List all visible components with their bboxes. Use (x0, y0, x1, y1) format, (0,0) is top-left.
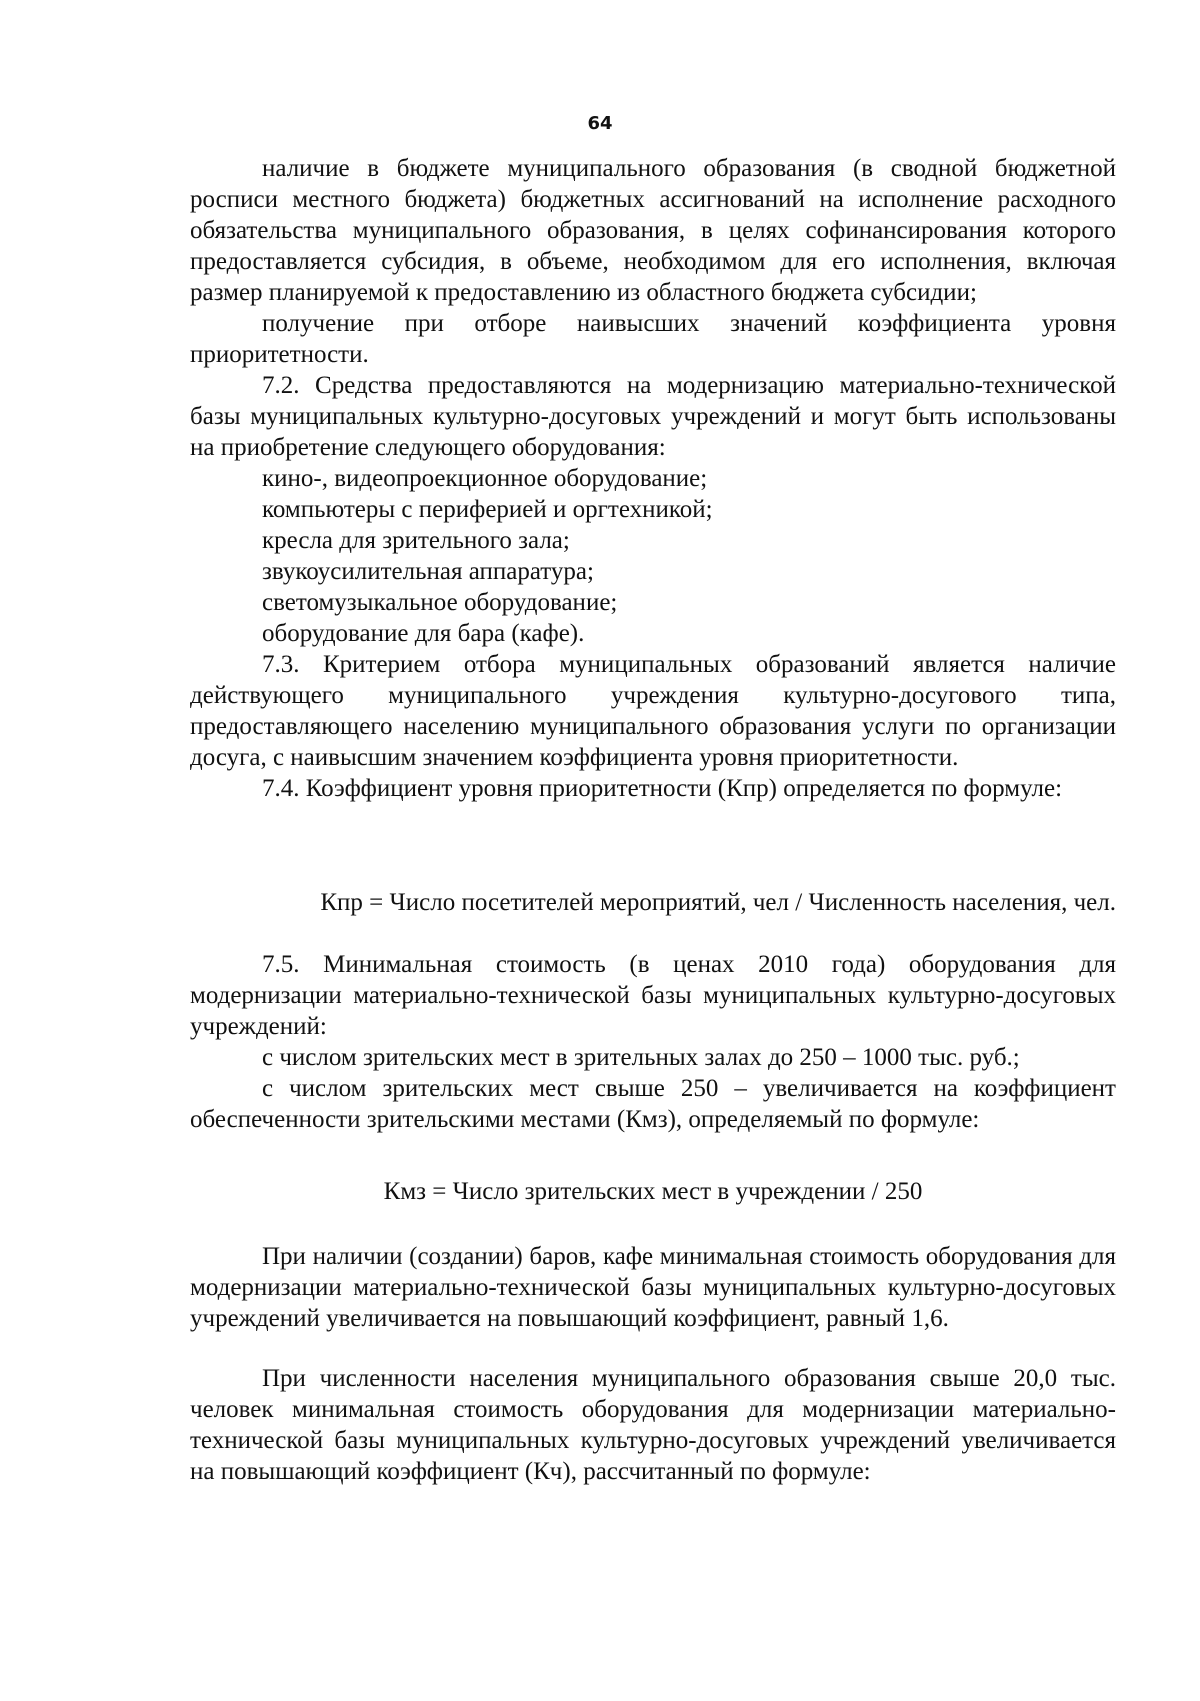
list-item: светомузыкальное оборудование; (262, 589, 618, 616)
paragraph-seats-over-250: с числом зрительских мест свыше 250 – увеличивается на коэффициент обеспеченности зрительскими местами (Кмз), определяемый по формуле: (190, 1075, 1116, 1133)
formula-kmz-block (190, 1176, 1116, 1207)
paragraph-budget-availability: наличие в бюджете муниципального образования (в сводной бюджетной росписи местного бюджета) бюджетных ассигнований на исполнение расходного обязательства муниципального образования, в целях софинансирования которого предоставляется субсидия, в объеме, необходимом для его исполнения, включая размер планируемой к предоставлению из областного бюджета субсидии; (190, 155, 1116, 306)
paragraph-7-3: 7.3. Критерием отбора муниципальных образований является наличие действующего муниципального учреждения культурно-досугового типа, предоставляющего населению муниципального образования услуги по организации досуга, с наивысшим значением коэффициента уровня приоритетности. (190, 651, 1116, 771)
paragraph-7-2: 7.2. Средства предоставляются на модернизацию материально-технической базы муниципальных культурно-досуговых учреждений и могут быть использованы на приобретение следующего оборудования: (190, 372, 1116, 461)
bars-cafe-block (190, 1241, 1116, 1334)
paragraph-priority-coefficient: получение при отборе наивысших значений коэффициента уровня приоритетности. (190, 310, 1116, 368)
section-7-5 (190, 949, 1116, 1135)
equipment-list (190, 463, 1116, 649)
section-7-1-to-7-4 (190, 153, 1116, 804)
list-item: компьютеры с периферией и оргтехникой; (262, 496, 713, 523)
paragraph-7-5: 7.5. Минимальная стоимость (в ценах 2010 года) оборудования для модернизации материально-технической базы муниципальных культурно-досуговых учреждений: (190, 951, 1116, 1040)
paragraph-7-4: 7.4. Коэффициент уровня приоритетности (Кпр) определяется по формуле: (262, 775, 1063, 802)
formula-kpr: Кпр = Число посетителей мероприятий, чел / Численность населения, чел. (320, 889, 1116, 916)
list-item: кресла для зрительного зала; (262, 527, 570, 554)
paragraph-population: При численности населения муниципального образования свыше 20,0 тыс. человек минимальная стоимость оборудования для модернизации материально-технической базы муниципальных культурно-досуговых учреждений увеличивается на повышающий коэффициент (Кч), рассчитанный по формуле: (190, 1365, 1116, 1485)
formula-kmz: Кмз = Число зрительских мест в учреждении / 250 (383, 1178, 923, 1205)
formula-kpr-block (190, 887, 1116, 918)
list-item: оборудование для бара (кафе). (262, 620, 585, 647)
list-item: кино-, видеопроекционное оборудование; (262, 465, 708, 492)
population-block (190, 1363, 1116, 1487)
page-number: 64 (587, 113, 613, 134)
paragraph-seats-up-to-250: с числом зрительских мест в зрительных залах до 250 – 1000 тыс. руб.; (262, 1044, 1020, 1071)
list-item: звукоусилительная аппаратура; (262, 558, 594, 585)
paragraph-bars-cafe: При наличии (создании) баров, кафе минимальная стоимость оборудования для модернизации материально-технической базы муниципальных культурно-досуговых учреждений увеличивается на повышающий коэффициент, равный 1,6. (190, 1243, 1116, 1332)
